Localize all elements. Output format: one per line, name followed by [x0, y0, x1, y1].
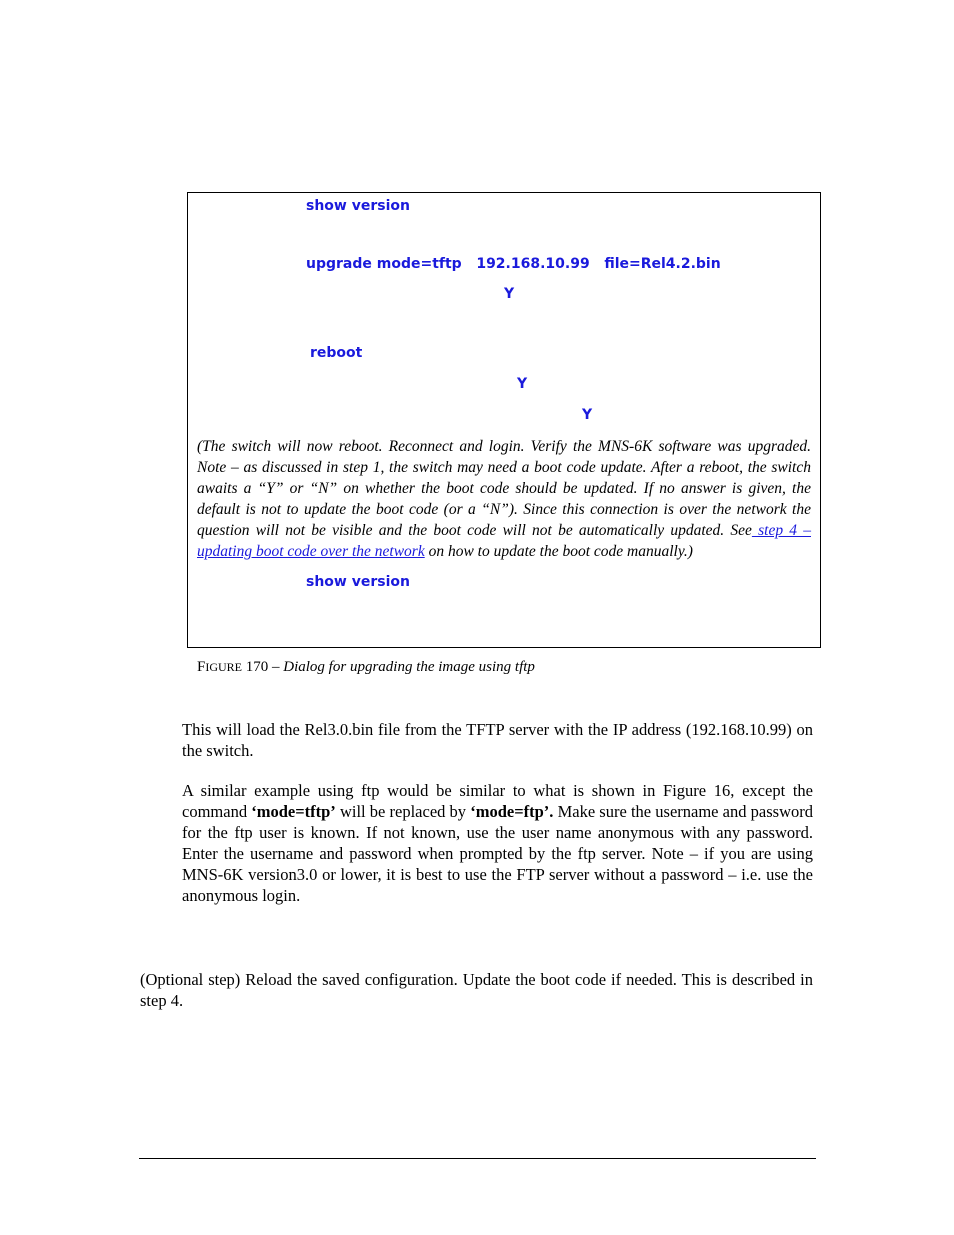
caption-label-first: F [197, 659, 206, 675]
caption-number: 170 [245, 659, 269, 675]
note-text-before-link: (The switch will now reboot. Reconnect and login. Verify the MNS-6K software was upgraded. Note – as discussed in step 1, the switch may need a boot code update. After a reboot, the switch awaits a “Y” or “N” on whether the boot code should be updated. If no answer is given, the default is not to update the boot code (or a “N”). Since this connection is over the network the question will not be visible and the boot code will not be automatically updated. See [197, 438, 811, 539]
command-upgrade: upgrade mode=tftp 192.168.10.99 file=Rel4.2.bin [306, 256, 721, 272]
ftp-bold-ftp: ‘mode=ftp’. [470, 802, 554, 821]
command-reboot: reboot [310, 345, 363, 361]
paragraph-ftp-example [182, 780, 813, 906]
caption-label-rest: IGURE [205, 660, 243, 674]
command-confirm-3: Y [582, 407, 593, 423]
footer-rule [139, 1158, 816, 1159]
note-text-after-link: on how to update the boot code manually.) [424, 543, 693, 560]
reboot-note [197, 436, 811, 562]
caption-description: – Dialog for upgrading the image using tftp [272, 659, 535, 675]
figure-caption [197, 659, 535, 676]
ftp-text-2: will be replaced by [335, 802, 471, 821]
step-4-link[interactable]: step 4 – updating boot code over the network [197, 522, 811, 560]
paragraph-optional-step: (Optional step) Reload the saved configuration. Update the boot code if needed. This is described in step 4. [140, 970, 813, 1010]
command-show-version-2: show version [306, 574, 410, 590]
ftp-bold-tftp: ‘mode=tftp’ [251, 802, 336, 821]
command-show-version-1: show version [306, 198, 410, 214]
ftp-text-3: Make sure the username and password for the ftp user is known. If not known, use the user name anonymous with any password. Enter the username and password when prompted by the ftp server. Note – if you are using MNS-6K version3.0 or lower, it is best to use the FTP server without a password – i.e. use the anonymous login. [182, 802, 813, 905]
paragraph-load-file: This will load the Rel3.0.bin file from the TFTP server with the IP address (192.168.10.99) on the switch. [182, 720, 813, 760]
command-confirm-1: Y [504, 286, 515, 302]
ftp-text-1: A similar example using ftp would be similar to what is shown in Figure 16, except the command [182, 781, 813, 821]
command-confirm-2: Y [517, 376, 528, 392]
